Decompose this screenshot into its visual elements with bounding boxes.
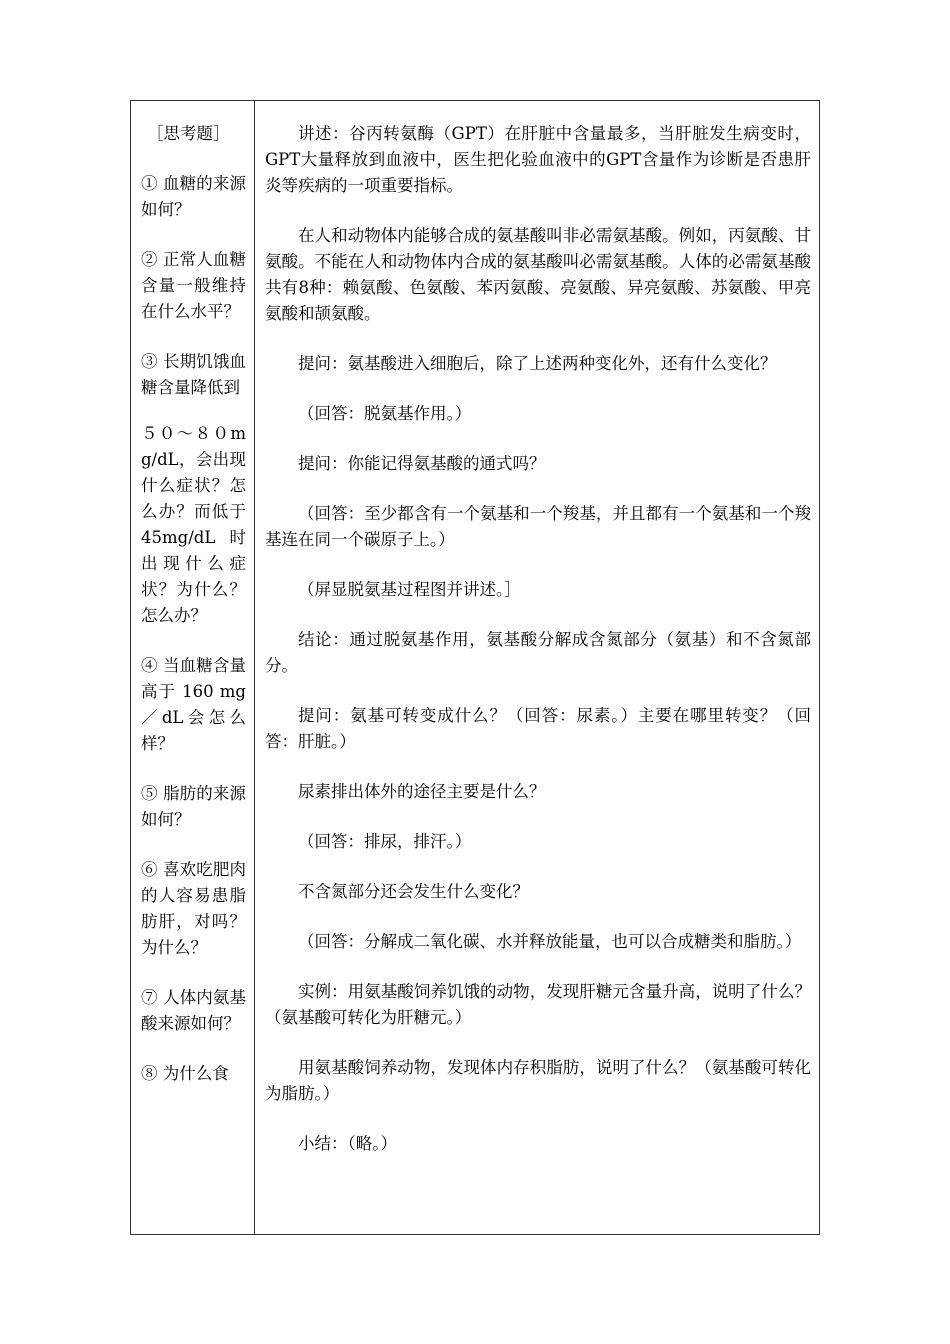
question-item: ① 血糖的来源如何？ (141, 174, 246, 219)
lecture-paragraph: 不含氮部分还会发生什么变化？ (298, 882, 529, 901)
questions-heading: ［思考题］ (147, 124, 230, 143)
question-item: ③ 长期饥饿血糖含量降低到 (141, 352, 246, 397)
lecture-paragraph: （屏显脱氨基过程图并讲述。］ (298, 580, 521, 599)
lecture-paragraph: 小结：（略。） (298, 1134, 397, 1153)
lecture-paragraph: （回答：脱氨基作用。） (298, 404, 472, 423)
lecture-paragraph: 在人和动物体内能够合成的氨基酸叫非必需氨基酸。例如，丙氨酸、甘氨酸。不能在人和动物体内合成的氨基酸叫必需氨基酸。人体的必需氨基酸共有8种：赖氨酸、色氨酸、苯丙氨酸、亮氨酸、异亮氨酸、苏氨酸、甲亮氨酸和颉氨酸。 (265, 226, 811, 323)
lecture-paragraph: 讲述：谷丙转氨酶（GPT）在肝脏中含量最多，当肝脏发生病变时， GPT大量释放到血液中，医生把化验血液中的GPT含量作为诊断是否患肝炎等疾病的一项重要指标。 (265, 124, 811, 195)
lecture-paragraph: 提问：你能记得氨基酸的通式吗？ (298, 454, 546, 473)
lecture-paragraph: 提问：氨基可转变成什么？（回答：尿素。）主要在哪里转变？（回答：肝脏。） (265, 706, 811, 751)
question-item: ５０～８０mg/dL，会出现什么症状？怎么办？而低于45mg/dL 时出现什么症状？为什么？怎么办？ (141, 424, 246, 625)
questions-column (131, 101, 255, 1234)
lecture-paragraph: （回答：分解成二氧化碳、水并释放能量，也可以合成糖类和脂肪。） (298, 932, 802, 951)
question-item: ⑧ 为什么食 (141, 1064, 229, 1083)
lecture-paragraph: （回答：至少都含有一个氨基和一个羧基，并且都有一个氨基和一个羧基连在同一个碳原子上。） (265, 504, 811, 549)
lecture-paragraph: 提问：氨基酸进入细胞后，除了上述两种变化外，还有什么变化？ (298, 354, 777, 373)
question-item: ⑤ 脂肪的来源如何？ (141, 784, 246, 829)
lecture-column (255, 101, 819, 1234)
question-item: ⑦ 人体内氨基酸来源如何？ (141, 988, 246, 1033)
question-item: ④ 当血糖含量高于 160 mg／dL会怎么样？ (141, 656, 246, 753)
lesson-table (130, 100, 820, 1235)
question-item: ⑥ 喜欢吃肥肉的人容易患脂肪肝，对吗？为什么？ (141, 860, 246, 957)
lecture-paragraph: 用氨基酸饲养动物，发现体内存积脂肪，说明了什么？（氨基酸可转化为脂肪。） (265, 1058, 811, 1103)
question-item: ② 正常人血糖含量一般维持在什么水平？ (141, 250, 246, 321)
lecture-paragraph: 尿素排出体外的途径主要是什么？ (298, 782, 546, 801)
lecture-paragraph: 实例：用氨基酸饲养饥饿的动物，发现肝糖元含量升高，说明了什么？（氨基酸可转化为肝糖元。） (265, 982, 811, 1027)
lecture-paragraph: 结论：通过脱氨基作用，氨基酸分解成含氮部分（氨基）和不含氮部分。 (265, 630, 811, 675)
lecture-paragraph: （回答：排尿，排汗。） (298, 832, 472, 851)
